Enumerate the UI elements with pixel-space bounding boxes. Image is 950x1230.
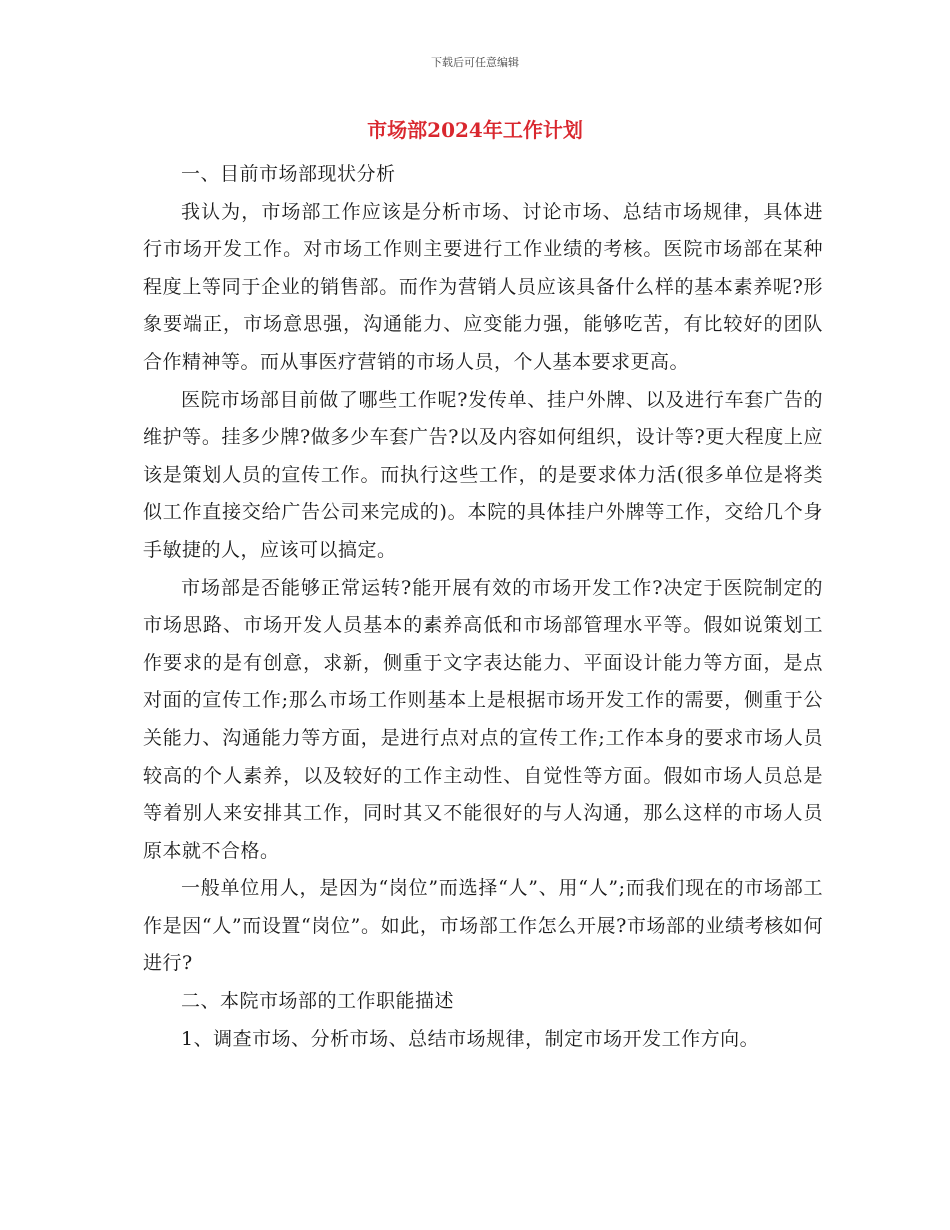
document-body bbox=[143, 156, 823, 1058]
section-heading-1: 一、目前市场部现状分析 bbox=[181, 163, 396, 185]
paragraph: 医院市场部目前做了哪些工作呢?发传单、挂户外牌、以及进行车套广告的维护等。挂多少牌?做多少车套广告?以及内容如何组织，设计等?更大程度上应该是策划人员的宣传工作。而执行这些工作，的是要求体力活(很多单位是将类似工作直接交给广告公司来完成的)。本院的具体挂户外牌等工作，交给几个身手敏捷的人，应该可以搞定。 bbox=[143, 388, 823, 561]
document-title: 市场部2024年工作计划 bbox=[367, 118, 583, 142]
paragraph: 我认为，市场部工作应该是分析市场、讨论市场、总结市场规律，具体进行市场开发工作。对市场工作则主要进行工作业绩的考核。医院市场部在某种程度上等同于企业的销售部。而作为营销人员应该具备什么样的基本素养呢?形象要端正，市场意思强，沟通能力、应变能力强，能够吃苦，有比较好的团队合作精神等。而从事医疗营销的市场人员，个人基本要求更高。 bbox=[143, 200, 823, 373]
paragraph: 一般单位用人，是因为“岗位”而选择“人”、用“人”;而我们现在的市场部工作是因“人”而设置“岗位”。如此，市场部工作怎么开展?市场部的业绩考核如何进行? bbox=[143, 877, 823, 975]
section-heading-2: 二、本院市场部的工作职能描述 bbox=[181, 990, 455, 1013]
paragraph: 市场部是否能够正常运转?能开展有效的市场开发工作?决定于医院制定的市场思路、市场开发人员基本的素养高低和市场部管理水平等。假如说策划工作要求的是有创意，求新，侧重于文字表达能力、平面设计能力等方面，是点对面的宣传工作;那么市场工作则基本上是根据市场开发工作的需要，侧重于公关能力、沟通能力等方面，是进行点对点的宣传工作;工作本身的要求市场人员较高的个人素养，以及较好的工作主动性、自觉性等方面。假如市场人员总是等着别人来安排其工作，同时其又不能很好的与人沟通，那么这样的市场人员原本就不合格。 bbox=[143, 576, 823, 862]
header-note: 下载后可任意编辑 bbox=[431, 56, 519, 69]
list-item: 1、调查市场、分析市场、总结市场规律，制定市场开发工作方向。 bbox=[181, 1027, 760, 1050]
